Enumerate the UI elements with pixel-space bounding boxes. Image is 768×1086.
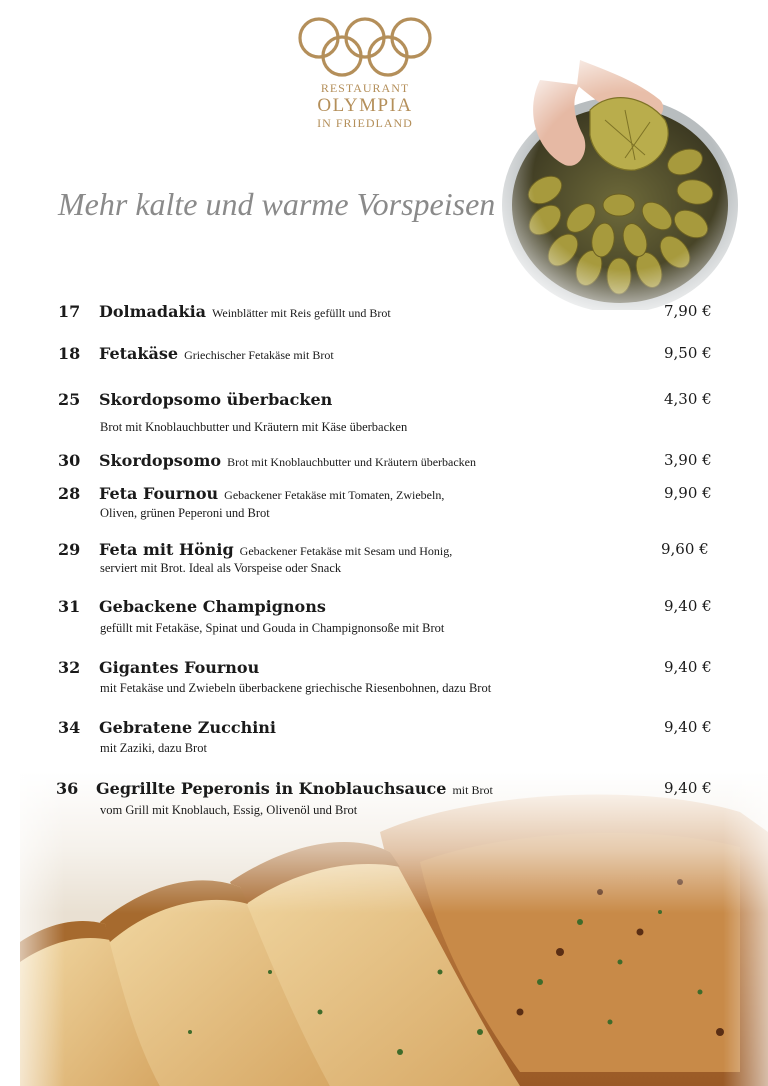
- item-price: 9,40 €: [664, 658, 712, 676]
- item-price: 4,30 €: [664, 390, 712, 408]
- dolmadakia-photo: [485, 40, 768, 310]
- item-name-text: Feta Fournou: [99, 484, 219, 503]
- item-description: mit Zaziki, dazu Brot: [100, 741, 207, 755]
- item-description: Gebackener Fetakäse mit Sesam und Honig,: [239, 544, 453, 558]
- item-name: [96, 779, 493, 798]
- item-number: 31: [58, 597, 81, 616]
- item-price: 9,40 €: [664, 779, 712, 797]
- item-name: Gigantes Fournou: [99, 658, 260, 677]
- logo-line-restaurant: RESTAURANT: [320, 81, 410, 95]
- item-description-line2: Oliven, grünen Peperoni und Brot: [100, 506, 270, 520]
- olympic-rings-icon: [295, 14, 435, 80]
- item-name: Gebackene Champignons: [99, 597, 326, 616]
- logo-line-friedland: IN FRIEDLAND: [317, 116, 413, 130]
- item-name: [99, 302, 391, 321]
- item-number: 25: [58, 390, 81, 409]
- restaurant-logo: [290, 14, 440, 144]
- item-name: [99, 390, 332, 409]
- item-name-text: Feta mit Hönig: [99, 540, 234, 559]
- item-price: 7,90 €: [664, 302, 712, 320]
- item-name: Gebratene Zucchini: [99, 718, 276, 737]
- item-number: 28: [58, 484, 81, 503]
- item-name-text: Skordopsomo: [99, 451, 222, 470]
- item-number: 29: [58, 540, 81, 559]
- item-number: 17: [58, 302, 81, 321]
- item-name-text: Fetakäse: [99, 344, 179, 363]
- item-name: [99, 344, 334, 363]
- item-description: mit Brot: [452, 783, 493, 797]
- item-description: mit Fetakäse und Zwiebeln überbackene griechische Riesenbohnen, dazu Brot: [100, 681, 492, 695]
- item-name: [99, 540, 452, 559]
- item-description: Weinblätter mit Reis gefüllt und Brot: [212, 306, 391, 320]
- item-description: Brot mit Knoblauchbutter und Kräutern mit Käse überbacken: [100, 420, 408, 434]
- item-price: 9,40 €: [664, 597, 712, 615]
- item-price: 9,50 €: [664, 344, 712, 362]
- item-number: 18: [58, 344, 81, 363]
- item-price: 3,90 €: [664, 451, 712, 469]
- item-description: Brot mit Knoblauchbutter und Kräutern überbacken: [227, 455, 477, 469]
- item-number: 30: [58, 451, 81, 470]
- item-number: 32: [58, 658, 81, 677]
- item-price: 9,90 €: [664, 484, 712, 502]
- item-description-line2: serviert mit Brot. Ideal als Vorspeise oder Snack: [100, 561, 342, 575]
- item-description: Gebackener Fetakäse mit Tomaten, Zwiebeln,: [224, 488, 445, 502]
- item-name-text: Gegrillte Peperonis in Knoblauchsauce: [96, 779, 447, 798]
- item-price: 9,40 €: [664, 718, 712, 736]
- item-number: 36: [56, 779, 79, 798]
- item-name: [99, 451, 476, 470]
- section-heading: Mehr kalte und warme Vorspeisen: [58, 186, 496, 222]
- item-description: Griechischer Fetakäse mit Brot: [184, 348, 334, 362]
- item-price: 9,60 €: [661, 540, 709, 558]
- logo-line-olympia: OLYMPIA: [317, 95, 413, 116]
- item-description-line2: vom Grill mit Knoblauch, Essig, Olivenöl und Brot: [100, 803, 358, 817]
- garlic-bread-photo: [20, 772, 768, 1086]
- item-number: 34: [58, 718, 81, 737]
- item-description: gefüllt mit Fetakäse, Spinat und Gouda in Champignonsoße mit Brot: [100, 621, 445, 635]
- item-name-text: Skordopsomo überbacken: [99, 390, 333, 409]
- item-name: [99, 484, 444, 503]
- item-name-text: Dolmadakia: [99, 302, 207, 321]
